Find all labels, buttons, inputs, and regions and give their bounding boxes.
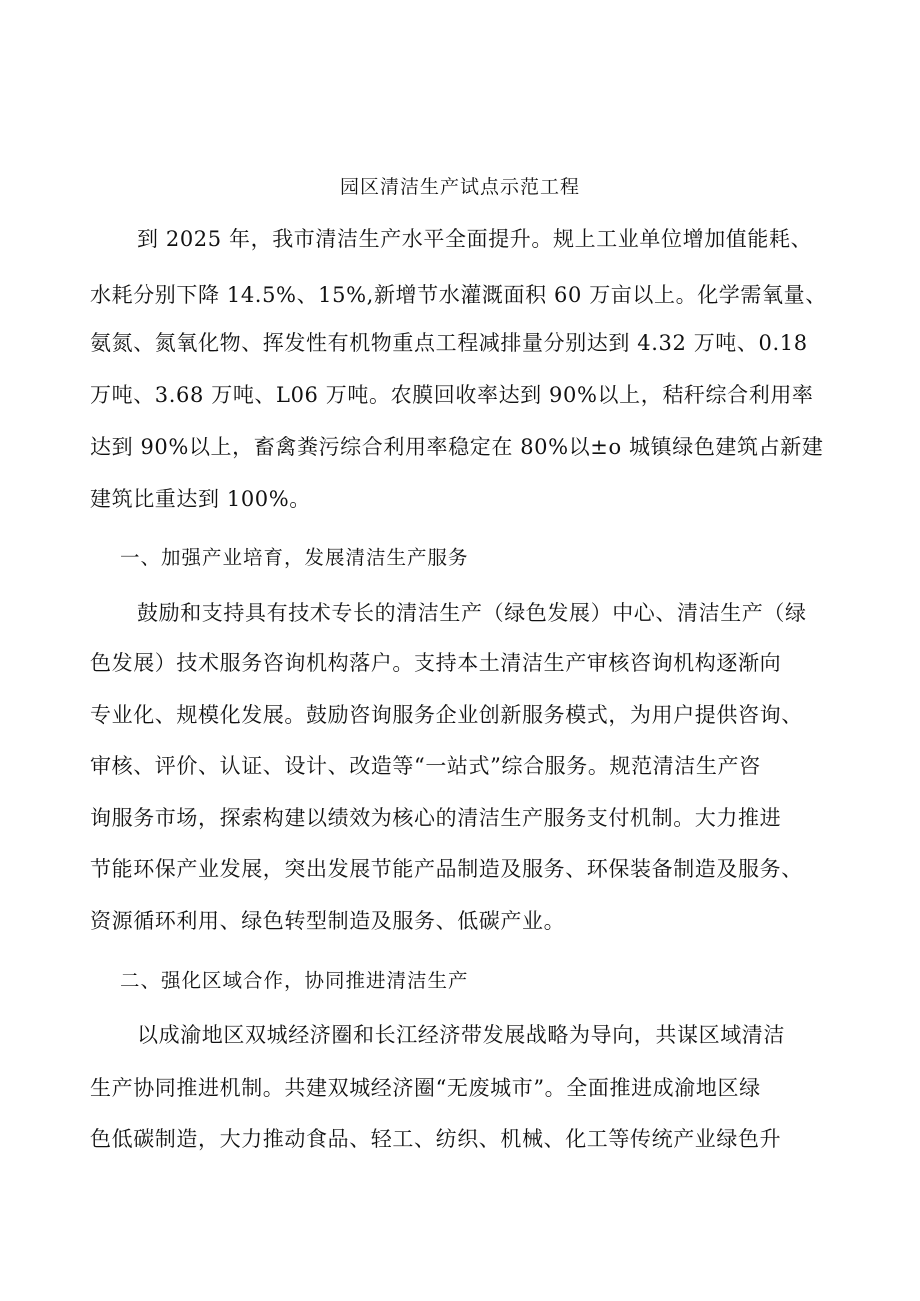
- section1-line: 节能环保产业发展，突出发展节能产品制造及服务、环保装备制造及服务、: [90, 857, 803, 881]
- intro-line: 达到 90%以上，畜禽粪污综合利用率稳定在 80%以±o 城镇绿色建筑占新建: [90, 435, 824, 459]
- intro-line: 建筑比重达到 100%。: [90, 487, 311, 511]
- intro-line: 到 2025 年，我市清洁生产水平全面提升。规上工业单位增加值能耗、: [137, 227, 813, 251]
- section2-line: 色低碳制造，大力推动食品、轻工、纺织、机械、化工等传统产业绿色升: [90, 1127, 782, 1151]
- intro-line: 氨氮、氮氧化物、挥发性有机物重点工程减排量分别达到 4.32 万吨、0.18: [90, 331, 808, 355]
- section1-line: 审核、评价、认证、设计、改造等“一站式”综合服务。规范清洁生产咨: [90, 754, 761, 778]
- section1-line: 询服务市场，探索构建以绩效为核心的清洁生产服务支付机制。大力推进: [90, 806, 782, 830]
- section-heading-2: 二、强化区域合作，协同推进清洁生产: [120, 969, 469, 992]
- section1-line: 鼓励和支持具有技术专长的清洁生产（绿色发展）中心、清洁生产（绿: [137, 601, 807, 625]
- document-title: 园区清洁生产试点示范工程: [339, 176, 580, 198]
- section2-line: 以成渝地区双城经济圈和长江经济带发展战略为导向，共谋区域清洁: [137, 1023, 785, 1047]
- section-heading-1: 一、加强产业培育，发展清洁生产服务: [120, 546, 469, 569]
- intro-line: 万吨、3.68 万吨、L06 万吨。农膜回收率达到 90%以上，秸秆综合利用率: [90, 383, 814, 407]
- section1-line: 色发展）技术服务咨询机构落户。支持本土清洁生产审核咨询机构逐渐向: [90, 651, 782, 675]
- intro-line: 水耗分别下降 14.5%、15%,新增节水灌溉面积 60 万亩以上。化学需氧量、: [90, 283, 827, 307]
- section1-line: 专业化、规模化发展。鼓励咨询服务企业创新服务模式，为用户提供咨询、: [90, 703, 803, 727]
- section1-line: 资源循环利用、绿色转型制造及服务、低碳产业。: [90, 909, 566, 933]
- section2-line: 生产协同推进机制。共建双城经济圈“无废城市”。全面推进成渝地区绿: [90, 1076, 761, 1100]
